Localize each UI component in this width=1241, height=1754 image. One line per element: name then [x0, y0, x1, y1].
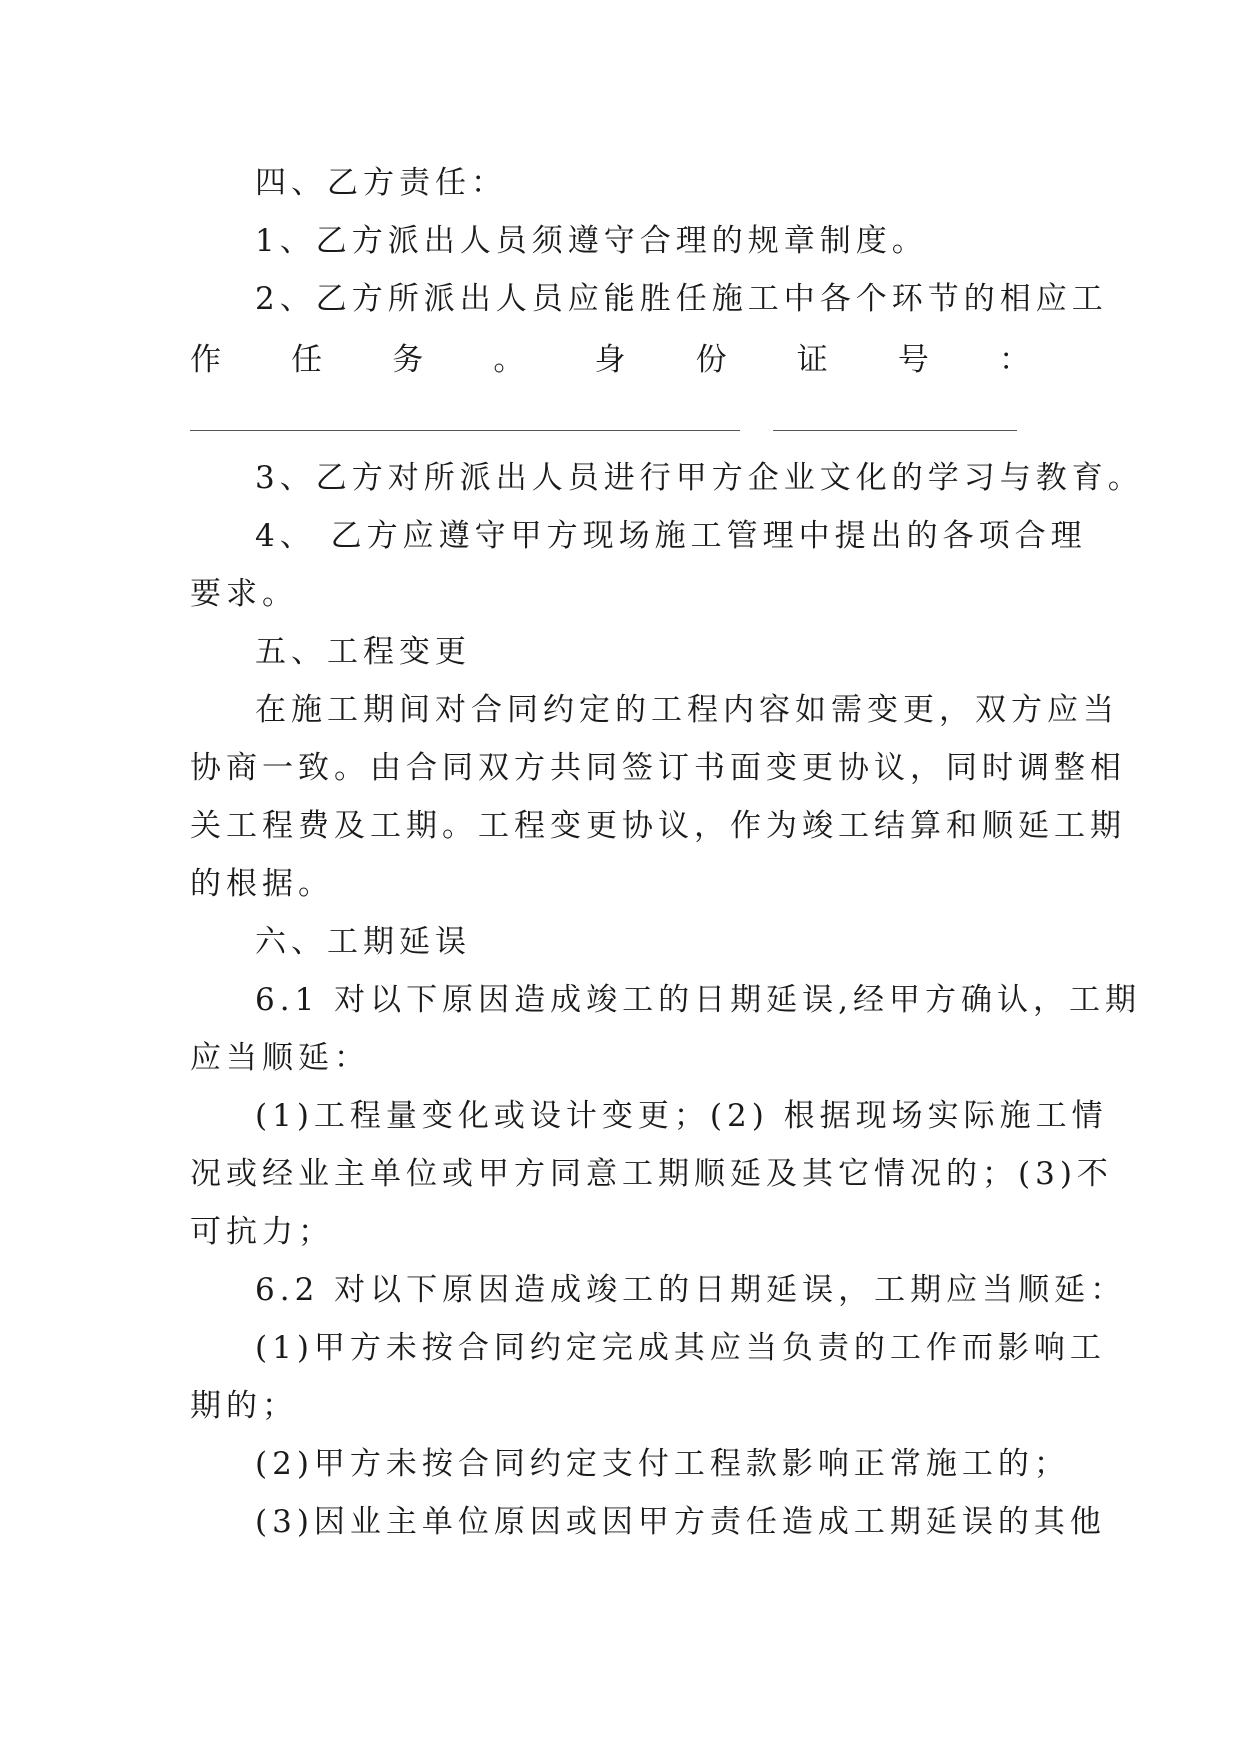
paragraph-line: (2)甲方未按合同约定支付工程款影响正常施工的；: [255, 1446, 1070, 1482]
spread-char: 任: [291, 342, 323, 378]
spread-char: 。: [493, 342, 525, 378]
paragraph-line: 况或经业主单位或甲方同意工期顺延及其它情况的；(3)不: [190, 1156, 1113, 1192]
paragraph-line: (1)工程量变化或设计变更；(2) 根据现场实际施工情: [255, 1098, 1108, 1134]
paragraph-line: 6.1 对以下原因造成竣工的日期延误,经甲方确认，工期: [255, 982, 1142, 1018]
blank-underline-2: [773, 430, 1017, 431]
spread-char: 证: [796, 342, 828, 378]
section-heading-4: 四、乙方责任：: [255, 165, 507, 201]
id-number-label-line: [190, 340, 1030, 380]
spread-char: ：: [999, 342, 1030, 378]
spread-char: 身: [594, 342, 626, 378]
section-heading-5: 五、工程变更: [255, 634, 471, 670]
paragraph-line: 协商一致。由合同双方共同签订书面变更协议，同时调整相: [190, 750, 1126, 786]
paragraph-line: 1、乙方派出人员须遵守合理的规章制度。: [255, 223, 928, 259]
spread-char: 份: [695, 342, 727, 378]
paragraph-line: 在施工期间对合同约定的工程内容如需变更，双方应当: [255, 692, 1119, 728]
paragraph-line: (1)甲方未按合同约定完成其应当负责的工作而影响工: [255, 1330, 1106, 1366]
paragraph-line: 3、乙方对所派出人员进行甲方企业文化的学习与教育。: [255, 460, 1144, 496]
paragraph-line: 可抗力；: [190, 1214, 334, 1250]
paragraph-line: 4、 乙方应遵守甲方现场施工管理中提出的各项合理: [255, 518, 1087, 554]
paragraph-line: 应当顺延：: [190, 1040, 370, 1076]
spread-char: 号: [897, 342, 929, 378]
paragraph-line: 要求。: [190, 576, 298, 612]
paragraph-line: 6.2 对以下原因造成竣工的日期延误，工期应当顺延：: [255, 1272, 1127, 1308]
section-heading-6: 六、工期延误: [255, 924, 471, 960]
paragraph-line: (3)因业主单位原因或因甲方责任造成工期延误的其他: [255, 1504, 1106, 1540]
spread-char: 作: [190, 342, 221, 378]
blank-underline-1: [190, 430, 740, 431]
paragraph-line: 2、乙方所派出人员应能胜任施工中各个环节的相应工: [255, 281, 1108, 317]
paragraph-line: 关工程费及工期。工程变更协议，作为竣工结算和顺延工期: [190, 808, 1126, 844]
paragraph-line: 的根据。: [190, 866, 334, 902]
spread-char: 务: [392, 342, 424, 378]
paragraph-line: 期的；: [190, 1388, 298, 1424]
